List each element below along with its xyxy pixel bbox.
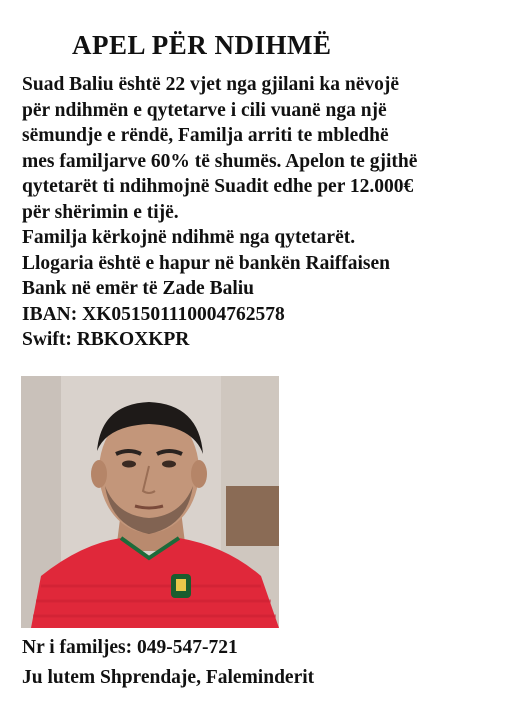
- text-line: qytetarët ti ndihmojnë Suadit edhe per 12.000€: [22, 176, 414, 197]
- family-phone: Nr i familjes: 049-547-721: [22, 637, 238, 658]
- text-line: Suad Baliu është 22 vjet nga gjilani ka nëvojë: [22, 74, 400, 95]
- text-line: mes familjarve 60% të shumës. Apelon te gjithë: [22, 150, 418, 172]
- portrait-photo: [21, 376, 279, 628]
- iban-line: IBAN: XK051501110004762578: [22, 303, 285, 325]
- text-line: për shërimin e tijë.: [22, 201, 179, 223]
- contact-footer: [22, 633, 314, 693]
- page-title: APEL PËR NDIHMË: [72, 30, 332, 60]
- appeal-text: [22, 72, 502, 353]
- text-line: për ndihmën e qytetarve i cili vuanë nga një: [22, 99, 387, 121]
- text-line: Familja kërkojnë ndihmë nga qytetarët.: [22, 227, 356, 248]
- text-line: sëmundje e rëndë, Familja arriti te mbledhë: [22, 125, 389, 146]
- closing-text: Ju lutem Shprendaje, Faleminderit: [22, 667, 315, 688]
- text-line: Bank në emër të Zade Baliu: [22, 278, 255, 299]
- text-line: Llogaria është e hapur në bankën Raiffaisen: [22, 252, 391, 274]
- swift-line: Swift: RBKOXKPR: [22, 329, 190, 350]
